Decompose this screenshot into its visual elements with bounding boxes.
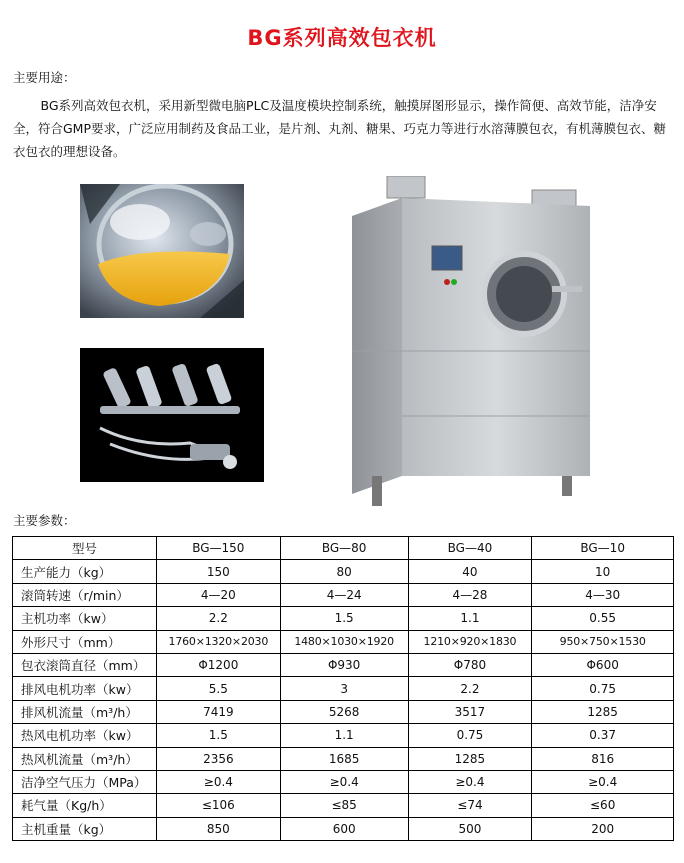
param-label: 主机功率（kw） (13, 607, 157, 630)
param-value: 10 (532, 560, 674, 583)
header-cell-model-name: BG—10 (532, 537, 674, 560)
usage-heading: 主要用途： (13, 70, 76, 85)
param-value: 4—30 (532, 583, 674, 606)
param-label: 外形尺寸（mm） (13, 630, 157, 653)
param-label: 排风机流量（m³/h） (13, 700, 157, 723)
param-value: 4—24 (280, 583, 408, 606)
param-label: 排风电机功率（kw） (13, 677, 157, 700)
param-value: 1.1 (408, 607, 532, 630)
spray-gun-photo (80, 348, 264, 482)
param-label: 包衣滚筒直径（mm） (13, 653, 157, 676)
param-value: ≥0.4 (280, 770, 408, 793)
param-value: ≥0.4 (532, 770, 674, 793)
param-value: Φ1200 (156, 653, 280, 676)
header-cell-model-name: BG—150 (156, 537, 280, 560)
param-value: 40 (408, 560, 532, 583)
param-value: Φ930 (280, 653, 408, 676)
table-row (13, 583, 674, 606)
param-value: 0.75 (408, 724, 532, 747)
param-value: 4—20 (156, 583, 280, 606)
param-value: 2.2 (408, 677, 532, 700)
param-value: 816 (532, 747, 674, 770)
param-label: 热风电机功率（kw） (13, 724, 157, 747)
param-value: 3 (280, 677, 408, 700)
param-label: 主机重量（kg） (13, 817, 157, 840)
param-value: 5.5 (156, 677, 280, 700)
param-value: 7419 (156, 700, 280, 723)
param-value: ≥0.4 (156, 770, 280, 793)
param-label: 热风机流量（m³/h） (13, 747, 157, 770)
param-value: ≤60 (532, 794, 674, 817)
param-value: 1.1 (280, 724, 408, 747)
param-label: 生产能力（kg） (13, 560, 157, 583)
table-row (13, 677, 674, 700)
table-row (13, 770, 674, 793)
param-value: 5268 (280, 700, 408, 723)
usage-paragraph: BG系列高效包衣机，采用新型微电脑PLC及温度模块控制系统，触摸屏图形显示，操作简便、高效节能，洁净安全，符合GMP要求，广泛应用制药及食品工业，是片剂、丸剂、糖果、巧克力等进行水溶薄膜包衣，有机薄膜包衣、糖衣包衣的理想设备。 (13, 98, 667, 159)
page-title: BG系列高效包衣机 (247, 26, 437, 50)
param-value: 0.55 (532, 607, 674, 630)
param-value: 1.5 (280, 607, 408, 630)
param-value: 1480×1030×1920 (280, 630, 408, 653)
param-value: 850 (156, 817, 280, 840)
table-header-row (13, 537, 674, 560)
param-value: 1210×920×1830 (408, 630, 532, 653)
table-row (13, 747, 674, 770)
param-value: 80 (280, 560, 408, 583)
coating-machine-photo (342, 176, 600, 516)
table-row (13, 630, 674, 653)
params-heading: 主要参数： (13, 513, 76, 528)
table-row (13, 653, 674, 676)
param-value: 2356 (156, 747, 280, 770)
table-row (13, 560, 674, 583)
param-value: 0.75 (532, 677, 674, 700)
table-row (13, 794, 674, 817)
param-value: 1285 (408, 747, 532, 770)
param-value: 1.5 (156, 724, 280, 747)
header-cell-model-name: BG—80 (280, 537, 408, 560)
table-row (13, 817, 674, 840)
drum-interior-photo (80, 184, 244, 318)
param-value: 1685 (280, 747, 408, 770)
table-row (13, 607, 674, 630)
param-value: ≤106 (156, 794, 280, 817)
param-value: 2.2 (156, 607, 280, 630)
header-cell-model-name: BG—40 (408, 537, 532, 560)
param-value: 950×750×1530 (532, 630, 674, 653)
param-value: 3517 (408, 700, 532, 723)
param-value: ≥0.4 (408, 770, 532, 793)
param-value: ≤85 (280, 794, 408, 817)
param-label: 耗气量（Kg/h） (13, 794, 157, 817)
param-value: ≤74 (408, 794, 532, 817)
param-value: 1760×1320×2030 (156, 630, 280, 653)
param-value: 1285 (532, 700, 674, 723)
param-label: 洁净空气压力（MPa） (13, 770, 157, 793)
param-value: 500 (408, 817, 532, 840)
params-table (12, 536, 674, 841)
header-cell-model: 型号 (13, 537, 157, 560)
param-label: 滚筒转速（r/min） (13, 583, 157, 606)
param-value: 0.37 (532, 724, 674, 747)
param-value: Φ780 (408, 653, 532, 676)
table-row (13, 724, 674, 747)
param-value: 150 (156, 560, 280, 583)
param-value: 4—28 (408, 583, 532, 606)
param-value: Φ600 (532, 653, 674, 676)
param-value: 600 (280, 817, 408, 840)
table-row (13, 700, 674, 723)
param-value: 200 (532, 817, 674, 840)
